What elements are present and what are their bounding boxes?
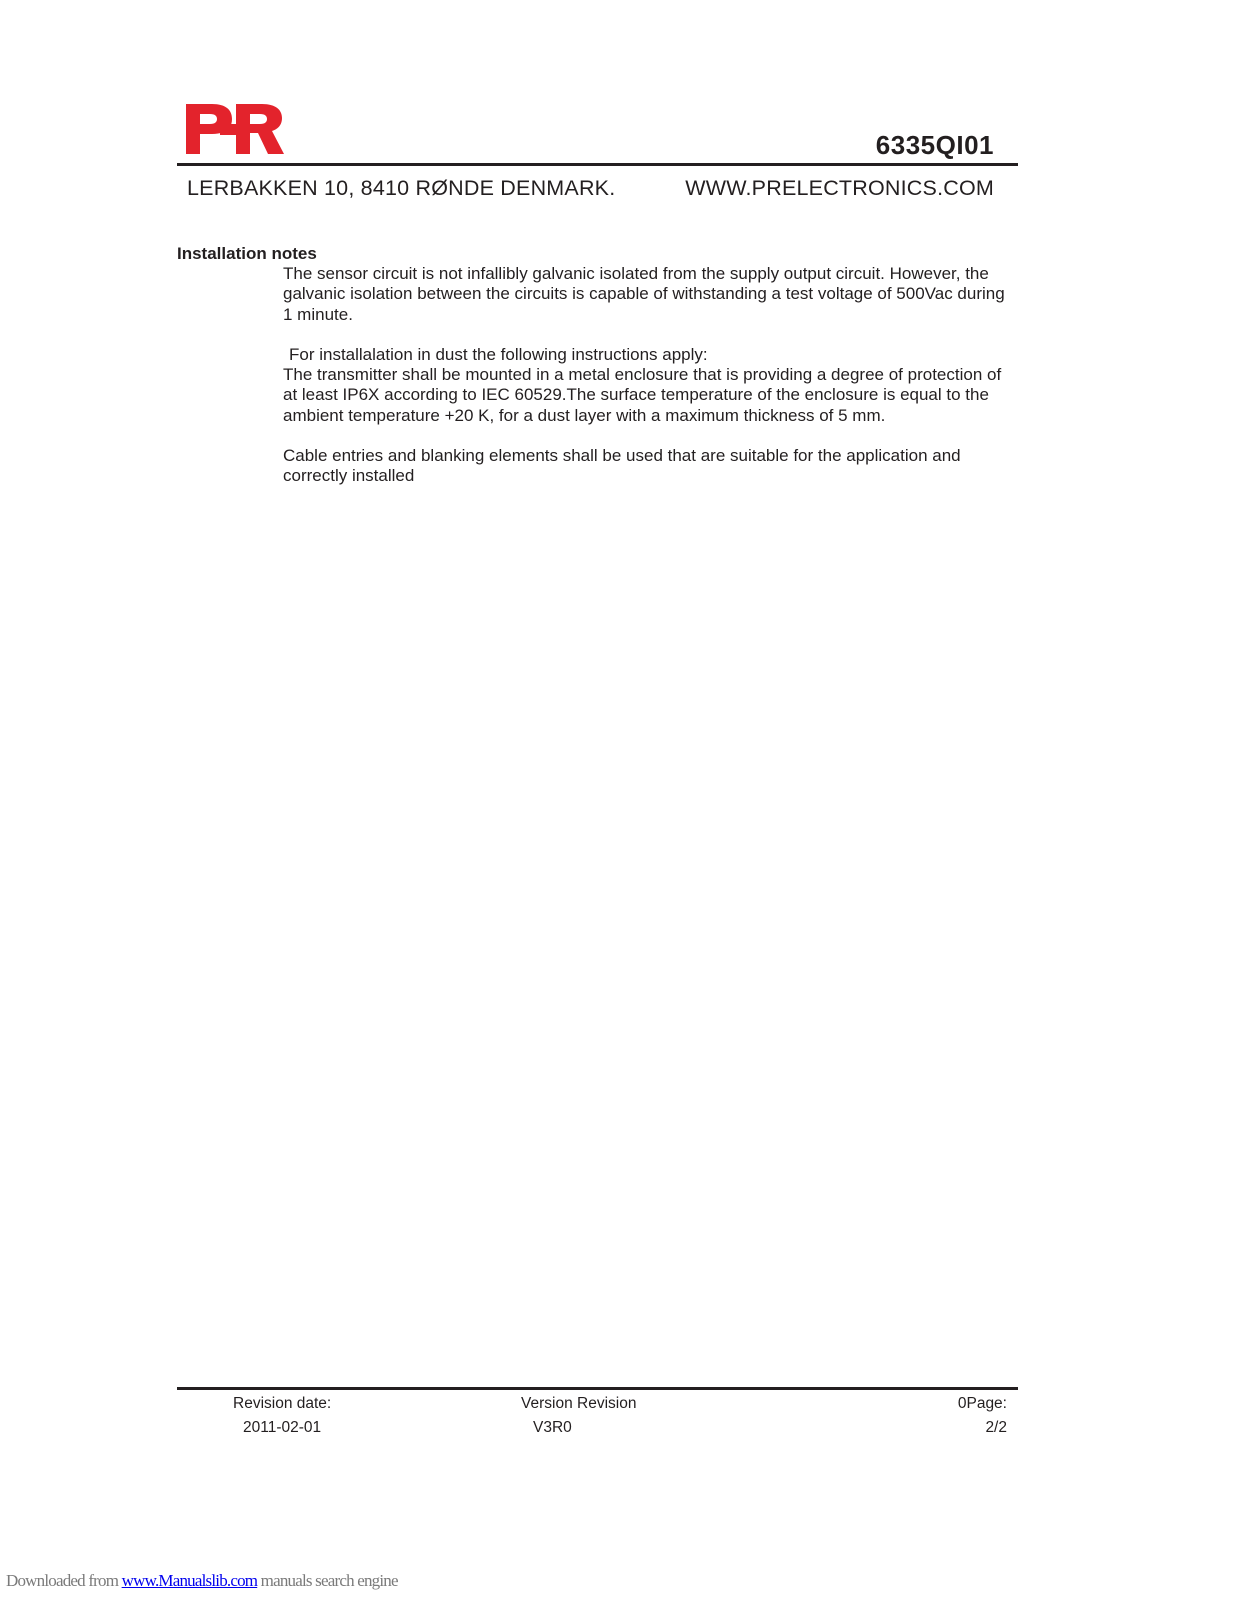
download-banner [6, 1571, 398, 1591]
section-title: Installation notes [177, 244, 317, 263]
document-number: 6335QI01 [875, 130, 994, 160]
revision-date-value: 2011-02-01 [243, 1419, 322, 1436]
page-value: 2/2 [985, 1419, 1007, 1436]
download-suffix: manuals search engine [260, 1571, 398, 1590]
paragraph-cable-entries: Cable entries and blanking elements shall be used that are suitable for the application and correctly installed [283, 446, 961, 486]
version-value: V3R0 [533, 1419, 572, 1436]
download-prefix: Downloaded from [6, 1571, 119, 1590]
company-website: WWW.PRELECTRONICS.COM [685, 176, 994, 200]
paragraph-dust-body: The transmitter shall be mounted in a metal enclosure that is providing a degree of protection of at least IP6X according to IEC 60529.The surface temperature of the enclosure is equal to the ambient temperature +20 K, for a dust layer with a maximum thickness of 5 mm. [283, 365, 1002, 425]
revision-date-label: Revision date: [233, 1395, 332, 1412]
paragraph-dust-intro: For installalation in dust the following instructions apply: [289, 345, 708, 364]
page-label: 0Page: [957, 1395, 1007, 1412]
pr-logo [186, 104, 284, 154]
manualslib-link[interactable]: www.Manualslib.com [121, 1571, 258, 1590]
footer-divider [177, 1387, 1018, 1390]
header-divider [177, 163, 1018, 166]
company-address: LERBAKKEN 10, 8410 RØNDE DENMARK. [187, 176, 616, 200]
version-label: Version Revision [521, 1395, 637, 1412]
paragraph-isolation: The sensor circuit is not infallibly galvanic isolated from the supply output circuit. However, the galvanic isolation between the circuits is capable of withstanding a test voltage of 500Vac during 1 minute. [283, 264, 1005, 324]
